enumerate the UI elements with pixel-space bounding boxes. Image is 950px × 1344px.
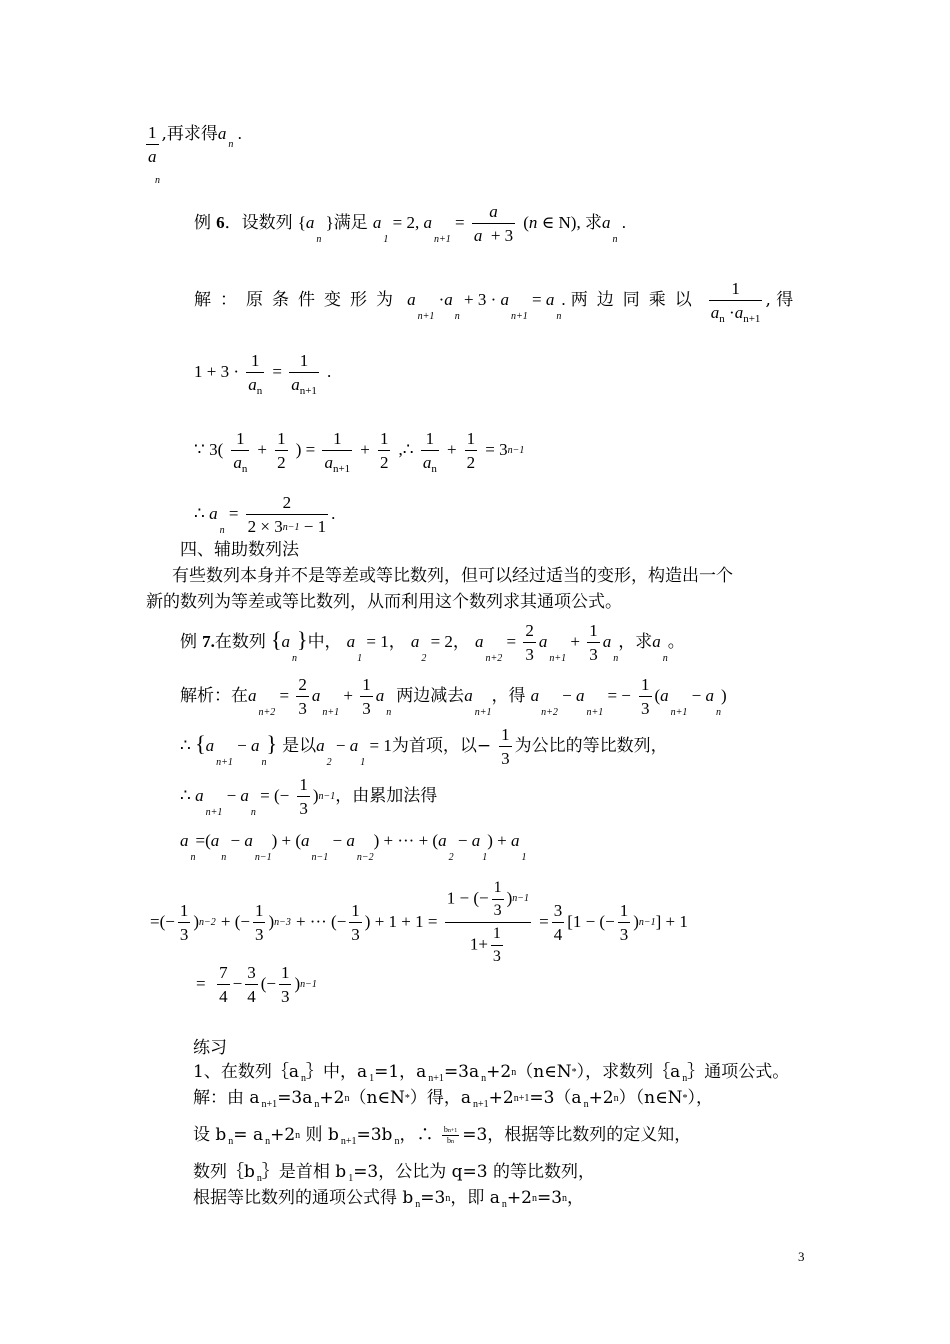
example-7-statement: 例 7.在数列 $\{a_n\}$中， $a_1 = 1$， $a_2 = 2$， $a_{n+2}$ = $\frac{2}{3}$ $a_{n+1}$ + $\frac{1}{3}$ $a_n$，求$a_n$。 [180, 621, 685, 664]
example-6-label: 例 [194, 213, 211, 233]
difference-line: ∴ $a_{n+1} - a_n$ = (− $\frac{1}{3}$ )n−1，由累加法得 [180, 775, 438, 818]
exercise-1: 1、在数列｛a $_n$｝中，a $_1$=1，a $_{n+1}$=3a $_n$+2n（n∈N*），求数列｛a $_n$｝通项公式。 [193, 1062, 790, 1084]
paragraph-line-2: 新的数列为等差或等比数列，从而利用这个数列求其通项公式。 [146, 592, 622, 612]
line-intro-fraction: $\frac{1}{a}$ ,再求得an . [148, 123, 242, 166]
exercise-title: 练习 [193, 1038, 227, 1058]
result-7b: = $\frac{7}{4}$ − $\frac{3}{4}$ (− $\frac{1}{3}$ )n−1 [196, 963, 317, 1006]
telescoping-sum: $a_n=(a_n - a_{n-1}) + (a_{n-1} - a_{n-2})$ + ··· + $(a_2 - a_1) + a_1$ [180, 831, 527, 863]
example-6-statement: 例 6．设数列 {$a_n$ }满足 $a_1 = 2$, $a_{n+1}$ = $\frac{a}{a + 3}$ (n ∈ N), 求$a_n$ . [194, 202, 626, 245]
solution-6: 解：原条件变形为 $a_{n+1} \cdot a_n + 3 \cdot a_{n+1} = a_n$. 两边同乘以 $\frac{1}{a_n \cdot a_{n+1}}$ , 得 [194, 279, 794, 325]
sub-n-intro: n [155, 175, 160, 186]
exercise-solution-2: 设 b $_n$= a $_n$+2n 则 b $_{n+1}$=3b $_n$，∴ $\frac{bn+1}{bn}$ =3，根据等比数列的定义知， [193, 1125, 692, 1147]
analysis-7: 解析：在$a_{n+2}$ = $\frac{2}{3}$ $a_{n+1}$ + $\frac{1}{3}$ $a_n$ 两边减去$a_{n+1}$，得 $a_{n+2} - a_{n+1}$ = − $\frac{1}{3}$ $(a_{n+1} - a_n)$ [180, 675, 727, 718]
section-4-heading: 四、辅助数列法 [180, 540, 299, 560]
equation-6c: ∴ $a_n$ = $\frac{2}{2 \times 3n-1 - 1}$ . [194, 493, 336, 536]
page-number: 3 [798, 1249, 805, 1264]
example-7-label: 例 [180, 632, 197, 652]
exercise-solution-4: 根据等比数列的通项公式得 b $_n$=3n，即 a $_n$+2n=3n， [193, 1188, 585, 1210]
equation-6a: 1 + 3 · $\frac{1}{a_n}$ = $\frac{1}{a_{n+1}}$ . [194, 351, 332, 397]
exercise-solution-1: 解：由 a $_{n+1}$=3a $_n$+2n（n∈N*）得，a $_{n+1}$+2n+1=3（a $_n$+2n）（n∈N*）， [193, 1088, 714, 1110]
result-7a: =(− $\frac{1}{3}$ )n−2 + (− $\frac{1}{3}$ )n−3 + ··· (− $\frac{1}{3}$ ) + 1 + 1 = 1 − (− $\frac{1}{3}$ )n−1 1+ $\frac{1}{3}$ = $\frac{3}{4}$ [1 − (− $\frac{1}{3}$ )n−1] + 1 [150, 879, 688, 965]
example-7-number: 7. [202, 632, 215, 651]
paragraph-line-1: 有些数列本身并不是等差或等比数列，但可以经过适当的变形，构造出一个 [172, 566, 733, 586]
equation-6b: ∵ 3( $\frac{1}{a_n}$ + $\frac{1}{2}$ ) = $\frac{1}{a_{n+1}}$ + $\frac{1}{2}$ ,∴ $\frac{1}{a_n}$ + $\frac{1}{2}$ = 3n−1 [194, 429, 525, 475]
example-6-number: 6 [216, 213, 225, 232]
geometric-sequence-line: ∴ $\{a_{n+1} - a_n\}$ 是以$a_2 - a_1 = 1$为首项，以− $\frac{1}{3}$ 为公比的等比数列， [180, 725, 668, 768]
exercise-solution-3: 数列｛b $_n$｝是首相 b $_1$=3，公比为 q=3 的等比数列， [193, 1162, 595, 1184]
